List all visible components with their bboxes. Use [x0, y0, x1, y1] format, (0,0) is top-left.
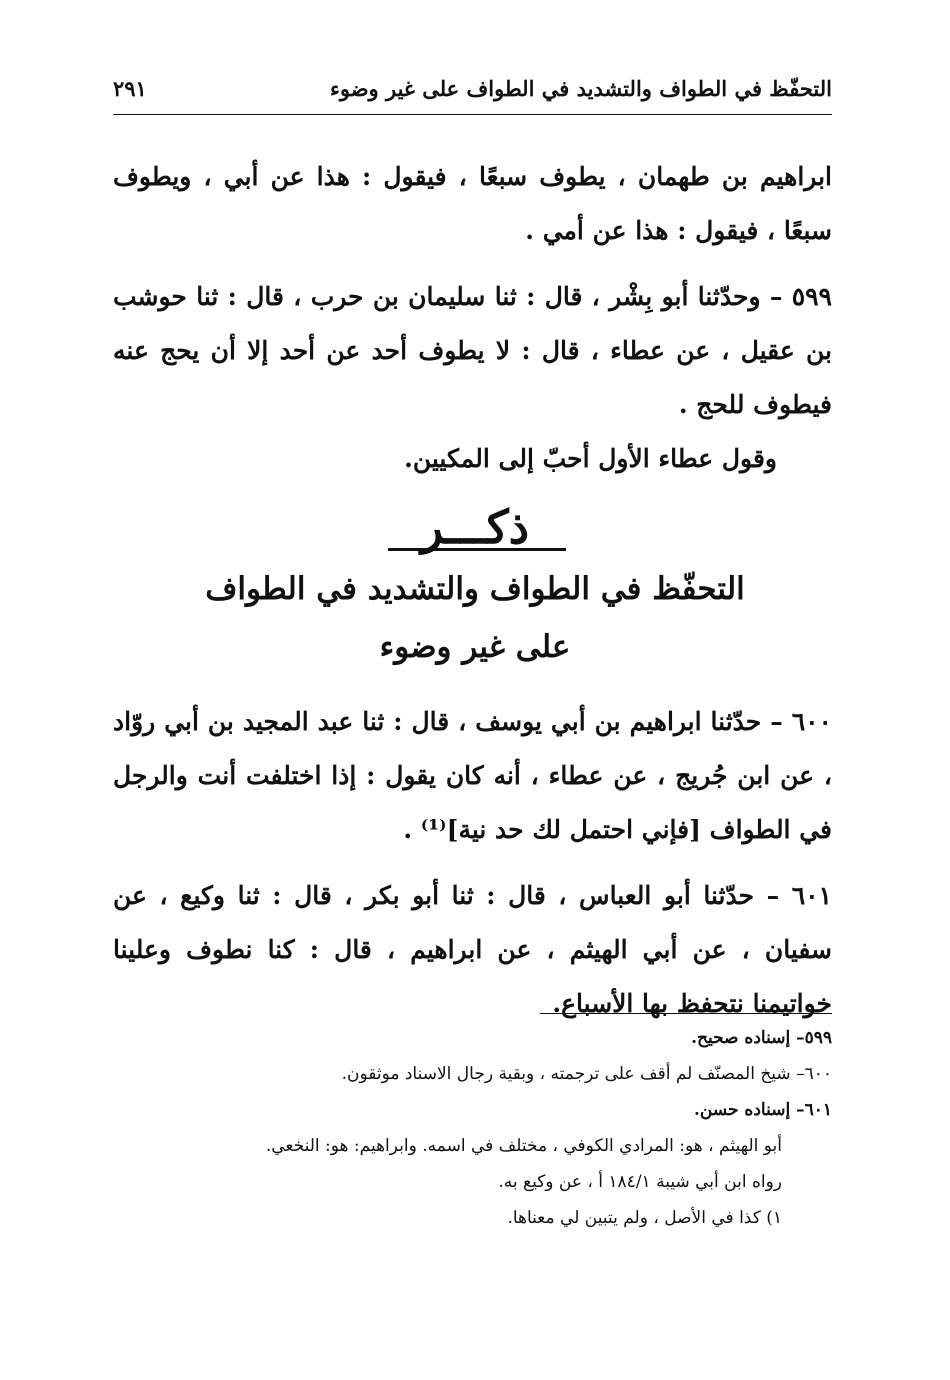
note-601-detail-2: رواه ابن أبي شيبة ١٨٤/١ أ ، عن وكيع به.	[498, 1172, 782, 1192]
paragraph-601: ٦٠١ – حدّثنا أبو العباس ، قال : ثنا أبو بكر ، قال : ثنا وكيع ، عن سفيان ، عن أبي الهيثم ، عن ابراهيم ، قال : كنا نطوف وعلينا خواتيمنا نتحفظ بها الأسباع.	[113, 881, 832, 1018]
paragraph-ata-opinion: وقول عطاء الأول أحبّ إلى المكيين.	[404, 444, 777, 473]
section-title-line-1: التحفّظ في الطواف والتشديد في الطواف	[205, 571, 745, 607]
section-heading-dhikr: ذكـــر	[420, 500, 530, 554]
note-601: ٦٠١– إسناده حسن.	[693, 1100, 832, 1120]
running-title: التحفّظ في الطواف والتشديد في الطواف على غير وضوء	[329, 76, 832, 101]
footnotes	[113, 1020, 832, 1236]
note-601-detail-1: أبو الهيثم ، هو: المرادي الكوفي ، مختلف في اسمه. وابراهيم: هو: النخعي.	[265, 1136, 782, 1156]
heading-ornament-line	[388, 548, 566, 551]
text-block-top	[113, 150, 832, 486]
footnote-1: ١) كذا في الأصل ، ولم يتبين لي معناها.	[507, 1208, 782, 1228]
footnote-separator	[540, 1013, 832, 1014]
page-number: ٢٩١	[113, 76, 147, 101]
paragraph-600: ٦٠٠ – حدّثنا ابراهيم بن أبي يوسف ، قال : ثنا عبد المجيد بن أبي روّاد ، عن ابن جُريج ، عن عطاء ، أنه كان يقول : إذا اختلفت أنت والرجل في الطواف [فإني احتمل لك حد نية]⁽¹⁾ .	[113, 707, 832, 844]
note-599: ٥٩٩– إسناده صحيح.	[691, 1028, 832, 1048]
page-header	[113, 70, 832, 112]
header-rule	[113, 114, 832, 115]
note-600: ٦٠٠– شيخ المصنّف لم أقف على ترجمته ، وبقية رجال الاسناد موثقون.	[341, 1064, 832, 1084]
section-title	[0, 560, 950, 676]
paragraph-599: ٥٩٩ – وحدّثنا أبو بِشْر ، قال : ثنا سليمان بن حرب ، قال : ثنا حوشب بن عقيل ، عن عطاء ، قال : لا يطوف أحد عن أحد إلا أن يحج عنه فيطوف للحج .	[113, 282, 832, 419]
text-block-bottom	[113, 695, 832, 1031]
paragraph-continuation: ابراهيم بن طهمان ، يطوف سبعًا ، فيقول : هذا عن أبي ، ويطوف سبعًا ، فيقول : هذا عن أمي .	[113, 162, 832, 245]
section-title-line-2: على غير وضوء	[379, 629, 571, 665]
